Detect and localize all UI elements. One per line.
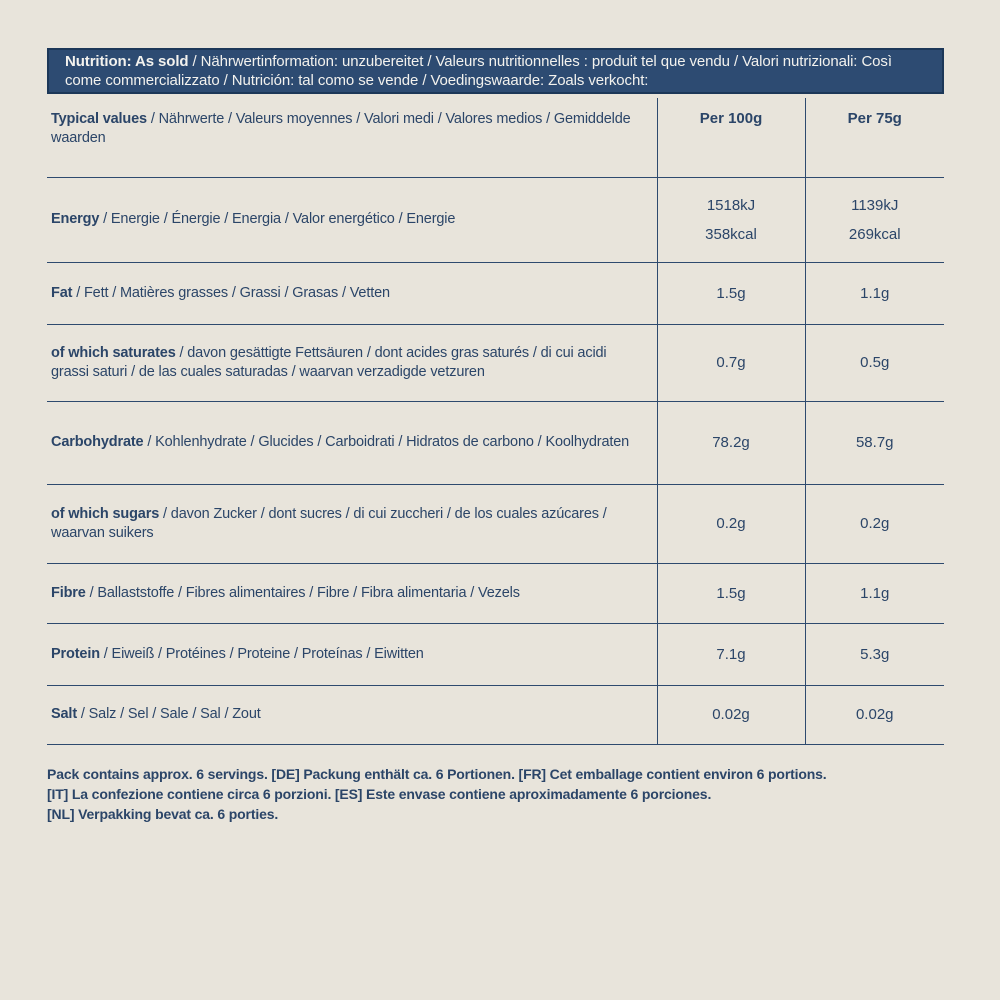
nutrition-title-rest: / Nährwertinformation: unzubereitet / Valeurs nutritionnelles : produit tel que vendu / Valori nutrizionali: Così come commercializzato / Nutrición: tal como se vende / Voedingswaarde: Zoals verkocht: bbox=[65, 53, 892, 89]
nutrition-title-bar bbox=[47, 48, 944, 94]
table-row-protein bbox=[47, 623, 944, 685]
value-line: 1.1g bbox=[860, 584, 890, 602]
row-label-rest: / Kohlenhydrate / Glucides / Carboidrati / Hidratos de carbono / Koolhydraten bbox=[143, 434, 630, 450]
value-line: 1.5g bbox=[716, 284, 746, 302]
value-line: 7.1g bbox=[716, 645, 746, 663]
nutrition-table-body bbox=[47, 177, 944, 744]
value-line: 269kcal bbox=[848, 225, 901, 243]
value-line: 0.02g bbox=[855, 706, 894, 723]
value-per-100g-saturates bbox=[657, 324, 805, 401]
value-per-100g-fibre bbox=[657, 563, 805, 623]
table-row-saturates bbox=[47, 324, 944, 401]
value-line: 1.5g bbox=[716, 584, 746, 602]
value-per-100g-energy bbox=[657, 177, 805, 262]
value-line: 0.02g bbox=[712, 706, 750, 723]
value-per-75g-carbohydrate bbox=[805, 401, 944, 484]
row-label-carbohydrate bbox=[47, 401, 657, 484]
table-row-fibre bbox=[47, 563, 944, 623]
row-label-rest: / davon Zucker / dont sucres / di cui zuccheri / de los cuales azúcares / waarvan suikers bbox=[51, 505, 607, 541]
value-line: 0.2g bbox=[860, 515, 890, 532]
value-per-75g-saturates bbox=[805, 324, 944, 401]
value-per-75g-protein bbox=[805, 623, 944, 685]
servings-note-line: [IT] La confezione contiene circa 6 porzioni. [ES] Este envase contiene aproximadamente 6 porciones. bbox=[47, 786, 712, 802]
row-label-rest: / Ballaststoffe / Fibres alimentaires / Fibre / Fibra alimentaria / Vezels bbox=[85, 584, 520, 601]
value-per-75g-sugars bbox=[805, 484, 944, 563]
row-label-bold: of which sugars bbox=[51, 505, 160, 522]
servings-note-line: Pack contains approx. 6 servings. [DE] Packung enthält ca. 6 Portionen. [FR] Cet emballage contient environ 6 portions. bbox=[47, 766, 827, 782]
row-label-rest: / davon gesättigte Fettsäuren / dont acides gras saturés / di cui acidi grassi saturi / de las cuales saturadas / waarvan verzadigde vetzuren bbox=[51, 344, 607, 380]
row-label-bold: Fibre bbox=[51, 584, 86, 601]
value-line: 1.1g bbox=[860, 284, 890, 302]
row-label-rest: / Energie / Énergie / Energia / Valor energético / Energie bbox=[99, 211, 456, 227]
row-label-fibre bbox=[47, 563, 657, 623]
value-line: 0.2g bbox=[716, 515, 746, 532]
row-label-fat bbox=[47, 262, 657, 324]
servings-note-line: [NL] Verpakking bevat ca. 6 porties. bbox=[47, 806, 279, 822]
row-label-bold: Protein bbox=[51, 645, 100, 662]
value-line: 358kcal bbox=[705, 225, 757, 243]
table-row-energy bbox=[47, 177, 944, 262]
row-label-rest: / Salz / Sel / Sale / Sal / Zout bbox=[77, 706, 261, 722]
value-per-100g-fat bbox=[657, 262, 805, 324]
row-label-rest: / Eiweiß / Protéines / Proteine / Proteínas / Eiwitten bbox=[99, 645, 424, 662]
header-per-75g: Per 75g bbox=[805, 98, 944, 177]
row-label-protein bbox=[47, 623, 657, 685]
value-per-100g-carbohydrate bbox=[657, 401, 805, 484]
header-typical-values bbox=[47, 98, 657, 177]
row-label-bold: Energy bbox=[51, 211, 100, 227]
table-row-fat bbox=[47, 262, 944, 324]
value-line: 0.7g bbox=[716, 354, 746, 371]
nutrition-title-text bbox=[65, 52, 926, 90]
row-label-bold: Carbohydrate bbox=[51, 434, 144, 450]
value-line: 58.7g bbox=[855, 434, 894, 451]
value-line: 78.2g bbox=[712, 434, 750, 451]
value-per-75g-fibre bbox=[805, 563, 944, 623]
table-row-sugars bbox=[47, 484, 944, 563]
table-header-row bbox=[47, 98, 944, 177]
header-typical-values-rest: / Nährwerte / Valeurs moyennes / Valori medi / Valores medios / Gemiddelde waarden bbox=[51, 111, 631, 146]
value-per-75g-salt bbox=[805, 685, 944, 744]
value-line: 0.5g bbox=[860, 354, 890, 371]
table-row-salt bbox=[47, 685, 944, 744]
row-label-bold: Fat bbox=[51, 284, 73, 301]
value-line: 1518kJ bbox=[706, 196, 756, 214]
row-label-saturates bbox=[47, 324, 657, 401]
value-per-100g-sugars bbox=[657, 484, 805, 563]
nutrition-title-bold: Nutrition: As sold bbox=[65, 53, 189, 70]
row-label-bold: Salt bbox=[51, 706, 77, 722]
header-typical-values-bold: Typical values bbox=[51, 111, 147, 127]
row-label-bold: of which saturates bbox=[51, 344, 176, 361]
value-per-100g-protein bbox=[657, 623, 805, 685]
value-per-75g-energy bbox=[805, 177, 944, 262]
value-line: 1139kJ bbox=[851, 196, 899, 214]
header-per-100g: Per 100g bbox=[657, 98, 805, 177]
servings-note bbox=[47, 764, 967, 824]
row-label-sugars bbox=[47, 484, 657, 563]
value-per-100g-salt bbox=[657, 685, 805, 744]
value-line: 5.3g bbox=[860, 645, 890, 663]
row-label-salt bbox=[47, 685, 657, 744]
value-per-75g-fat bbox=[805, 262, 944, 324]
row-label-energy bbox=[47, 177, 657, 262]
nutrition-table bbox=[47, 98, 944, 745]
table-row-carbohydrate bbox=[47, 401, 944, 484]
row-label-rest: / Fett / Matières grasses / Grassi / Grasas / Vetten bbox=[72, 284, 390, 301]
